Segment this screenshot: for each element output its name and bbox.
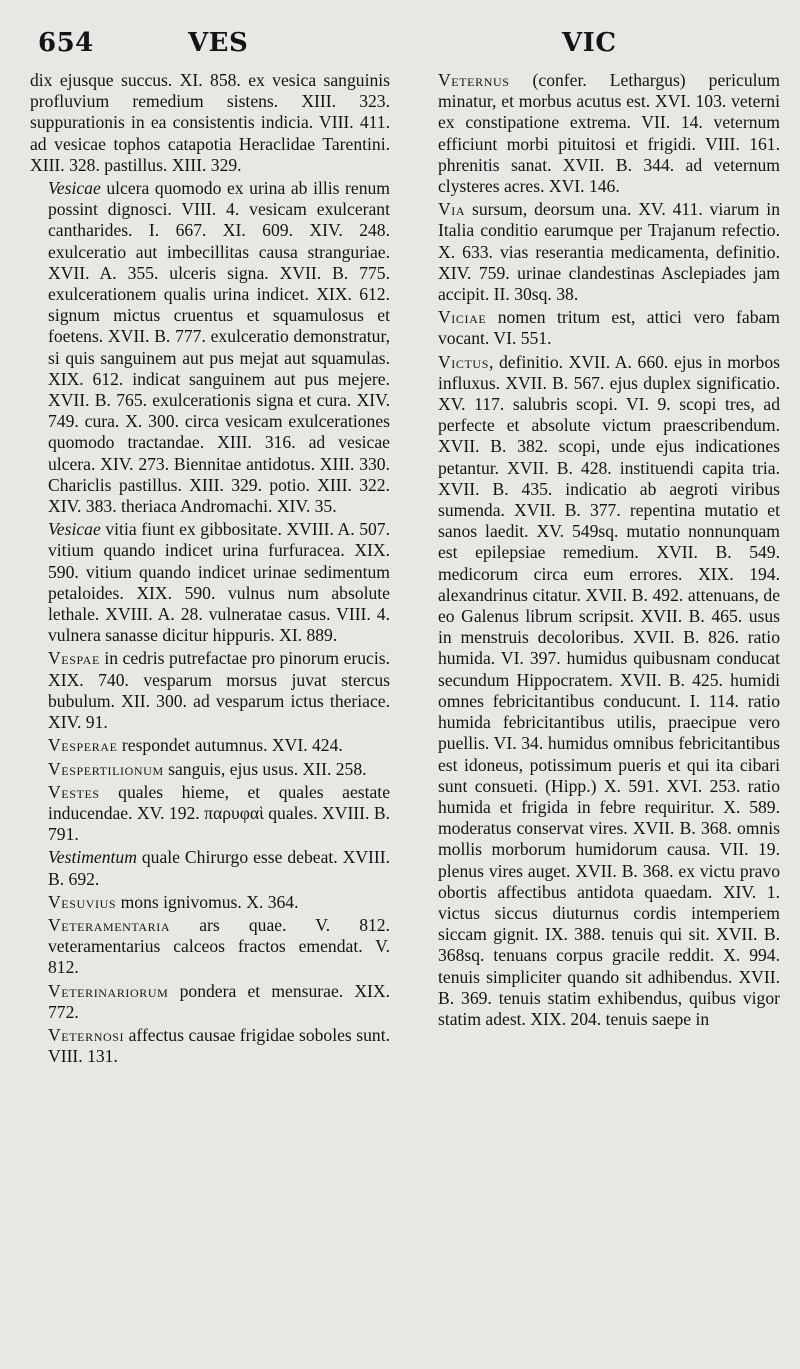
entry-text: , definitio. XVII. A. 660. ejus in morbos influxus. XVII. B. 567. ejus duplex significatio. XV. 117. salubris scopi. VI. 9. scopi tres, ad perfecte et absolute victum praescribendum. XVII. B. 382. scopi, unde ejus indicationes petantur. XVII. B. 428. instituendi capita tria. XVII. B. 435. indicatio ab aegroti viribus sumenda. XVII. B. 377. repentina mutatio et sanos laedit. XV. 549sq. mutatio nonnunquam est epilepsiae remedium. XVII. B. 549. medicorum circa eum errores. XIX. 194. alexandrinus citatur. XVII. B. 492. attenuans, de eo Galenus librum scripsit. XVII. B. 465. usus in menstruis decoloribus. XVII. B. 826. ratio humida. VI. 397. humidus quibusnam conducat secundum Hippocratem. XVII. B. 425. humidi omnes febricitantibus conducunt. I. 114. ratio humida febricitantibus utilis, praecipue vero puellis. VI. 34. humidus omnibus febricitantibus est idoneus, potissimum pueris et qui ita cibari sunt consueti. (Hipp.) X. 591. XVI. 253. ratio humida et frigida in febre requiritur. X. 589. moderatus conservat vires. XVII. B. 368. omnis mollis morborum humidorum causa. VII. 19. plenus vires auget. XVII. B. 368. ex victu pravo obortis affectibus antidota quaedam. XIV. 1. victus siccus diuturnus cordis intemperiem siccam gignit. IX. 388. tenuis qui sit. XVII. B. 368sq. tenuans corpus gracile reddit. X. 994. tenuis simpliciter quando sit adhibendus. XVII. B. 369. tenuis statim exhibendus, quibus vigor statim adest. XIX. 204. tenuis saepe in bbox=[438, 351, 780, 1029]
entry-headword: Veterinariorum bbox=[48, 980, 169, 1001]
entry-headword: Vesicae bbox=[48, 178, 101, 199]
entry-headword: Vestimentum bbox=[48, 847, 137, 868]
index-entry bbox=[30, 1025, 390, 1067]
entry-text: quales hieme, et quales aestate inducendae. XV. 192. παρυφαὶ quales. XVIII. B. 791. bbox=[48, 781, 390, 845]
index-entry bbox=[30, 847, 390, 889]
entry-headword: Vestes bbox=[48, 781, 100, 802]
index-columns bbox=[30, 70, 782, 1069]
entry-text: affectus causae frigidae soboles sunt. VIII. 131. bbox=[48, 1024, 390, 1067]
left-running-head: VES bbox=[188, 28, 249, 58]
right-running-head: VIC bbox=[562, 28, 617, 58]
entry-text: vitia fiunt ex gibbositate. XVIII. A. 507. vitium quando indicet urina furfuracea. XIX. 590. vitium quando indicet urinae sedimentum petaloides. XIX. 590. vulnus num absolute lethale. XVIII. A. 28. vulneratae casus. VIII. 4. vulnera sanasse dicitur hippuris. XI. 889. bbox=[48, 519, 390, 646]
index-entry bbox=[30, 782, 390, 846]
left-column bbox=[30, 70, 390, 1069]
entry-text: mons ignivomus. X. 364. bbox=[116, 891, 299, 912]
entry-text: sanguis, ejus usus. XII. 258. bbox=[163, 758, 367, 779]
entry-text: ars quae. V. 812. veteramentarius calceos fractos emendat. V. 812. bbox=[48, 914, 390, 978]
index-entry bbox=[30, 70, 390, 176]
right-column bbox=[420, 70, 780, 1069]
entry-text: respondet autumnus. XVI. 424. bbox=[117, 735, 343, 756]
index-entry bbox=[30, 759, 390, 780]
entry-text: sursum, deorsum una. XV. 411. viarum in Italia conditio earumque per Trajanum refectio. X. 633. vias reserantia medicamenta, definitio. XIV. 759. urinae clandestinas Asclepiades jam accipit. II. 30sq. 38. bbox=[438, 199, 780, 305]
entry-headword: Veternus bbox=[438, 70, 510, 90]
entry-text: (confer. Lethargus) periculum minatur, et morbus acutus est. XVI. 103. veterni ex constipatione extrema. VII. 14. veternum efficiunt morbi pituitosi et frigidi. VIII. 161. phrenitis sanat. XVII. B. 344. ad veternum clysteres acres. XVI. 146. bbox=[438, 70, 780, 197]
entry-text: in cedris putrefactae pro pinorum erucis. XIX. 740. vesparum morsus juvat stercus bubulum. XII. 300. ad vesparum ictus theriace. XIV. 91. bbox=[48, 648, 390, 733]
entry-headword: Vesperae bbox=[48, 735, 118, 756]
entry-headword: Veteramentaria bbox=[48, 914, 171, 935]
running-header bbox=[30, 24, 778, 70]
index-entry bbox=[30, 519, 390, 646]
entry-text: nomen tritum est, attici vero fabam vocant. VI. 551. bbox=[438, 307, 780, 349]
entry-headword: Vesicae bbox=[48, 519, 101, 540]
entry-headword: Viciae bbox=[438, 307, 487, 328]
index-entry bbox=[420, 352, 780, 1031]
page-number: 654 bbox=[38, 28, 94, 58]
entry-text: pondera et mensurae. XIX. 772. bbox=[48, 980, 390, 1022]
index-entry bbox=[420, 307, 780, 349]
entry-text: dix ejusque succus. XI. 858. ex vesica sanguinis profluvium remedium sistens. XIII. 323. suppurationis in ea consistentis indicia. VIII. 411. ad vesicae tophos catapotia Heraclidae Tarentini. XIII. 328. pastillus. XIII. 329. bbox=[30, 70, 390, 175]
index-entry bbox=[30, 892, 390, 913]
entry-headword: Vespae bbox=[48, 648, 100, 669]
entry-headword: Victus bbox=[438, 351, 489, 372]
entry-headword: Via bbox=[438, 199, 466, 220]
entry-headword: Vesuvius bbox=[48, 891, 117, 912]
entry-text: ulcera quomodo ex urina ab illis renum possint dignosci. VIII. 4. vesicam exulcerant cantharides. I. 667. XI. 609. XIV. 248. exulceratio aut imbecillitas causa stranguriae. XVII. A. 355. ulceris signa. XVII. B. 775. exulcerationem qualis urina indicet. XIX. 612. signum mictus cruentus et squamulosus et foetens. XVII. B. 777. exulceratio demonstratur, si quis sanguinem aut pus mejat aut squamulas. XIX. 612. indicat sanguinem aut pus mejere. XVII. B. 765. exulcerationis signa et cura. XIV. 749. cura. X. 300. circa vesicam exulcerationes quomodo tractandae. XIII. 316. ad vesicae ulcera. XIV. 273. Biennitae antidotus. XIII. 330. Chariclis pastillus. XIII. 329. potio. XIII. 322. XIV. 383. theriaca Andromachi. XIV. 35. bbox=[48, 178, 390, 517]
index-entry bbox=[30, 648, 390, 733]
entry-headword: Vespertilionum bbox=[48, 758, 164, 779]
index-entry bbox=[420, 199, 780, 305]
index-entry bbox=[30, 981, 390, 1023]
entry-text: quale Chirurgo esse debeat. XVIII. B. 692. bbox=[48, 847, 390, 889]
index-entry bbox=[30, 735, 390, 756]
index-entry bbox=[30, 178, 390, 517]
index-entry bbox=[420, 70, 780, 197]
entry-headword: Veternosi bbox=[48, 1024, 125, 1045]
index-entry bbox=[30, 915, 390, 979]
